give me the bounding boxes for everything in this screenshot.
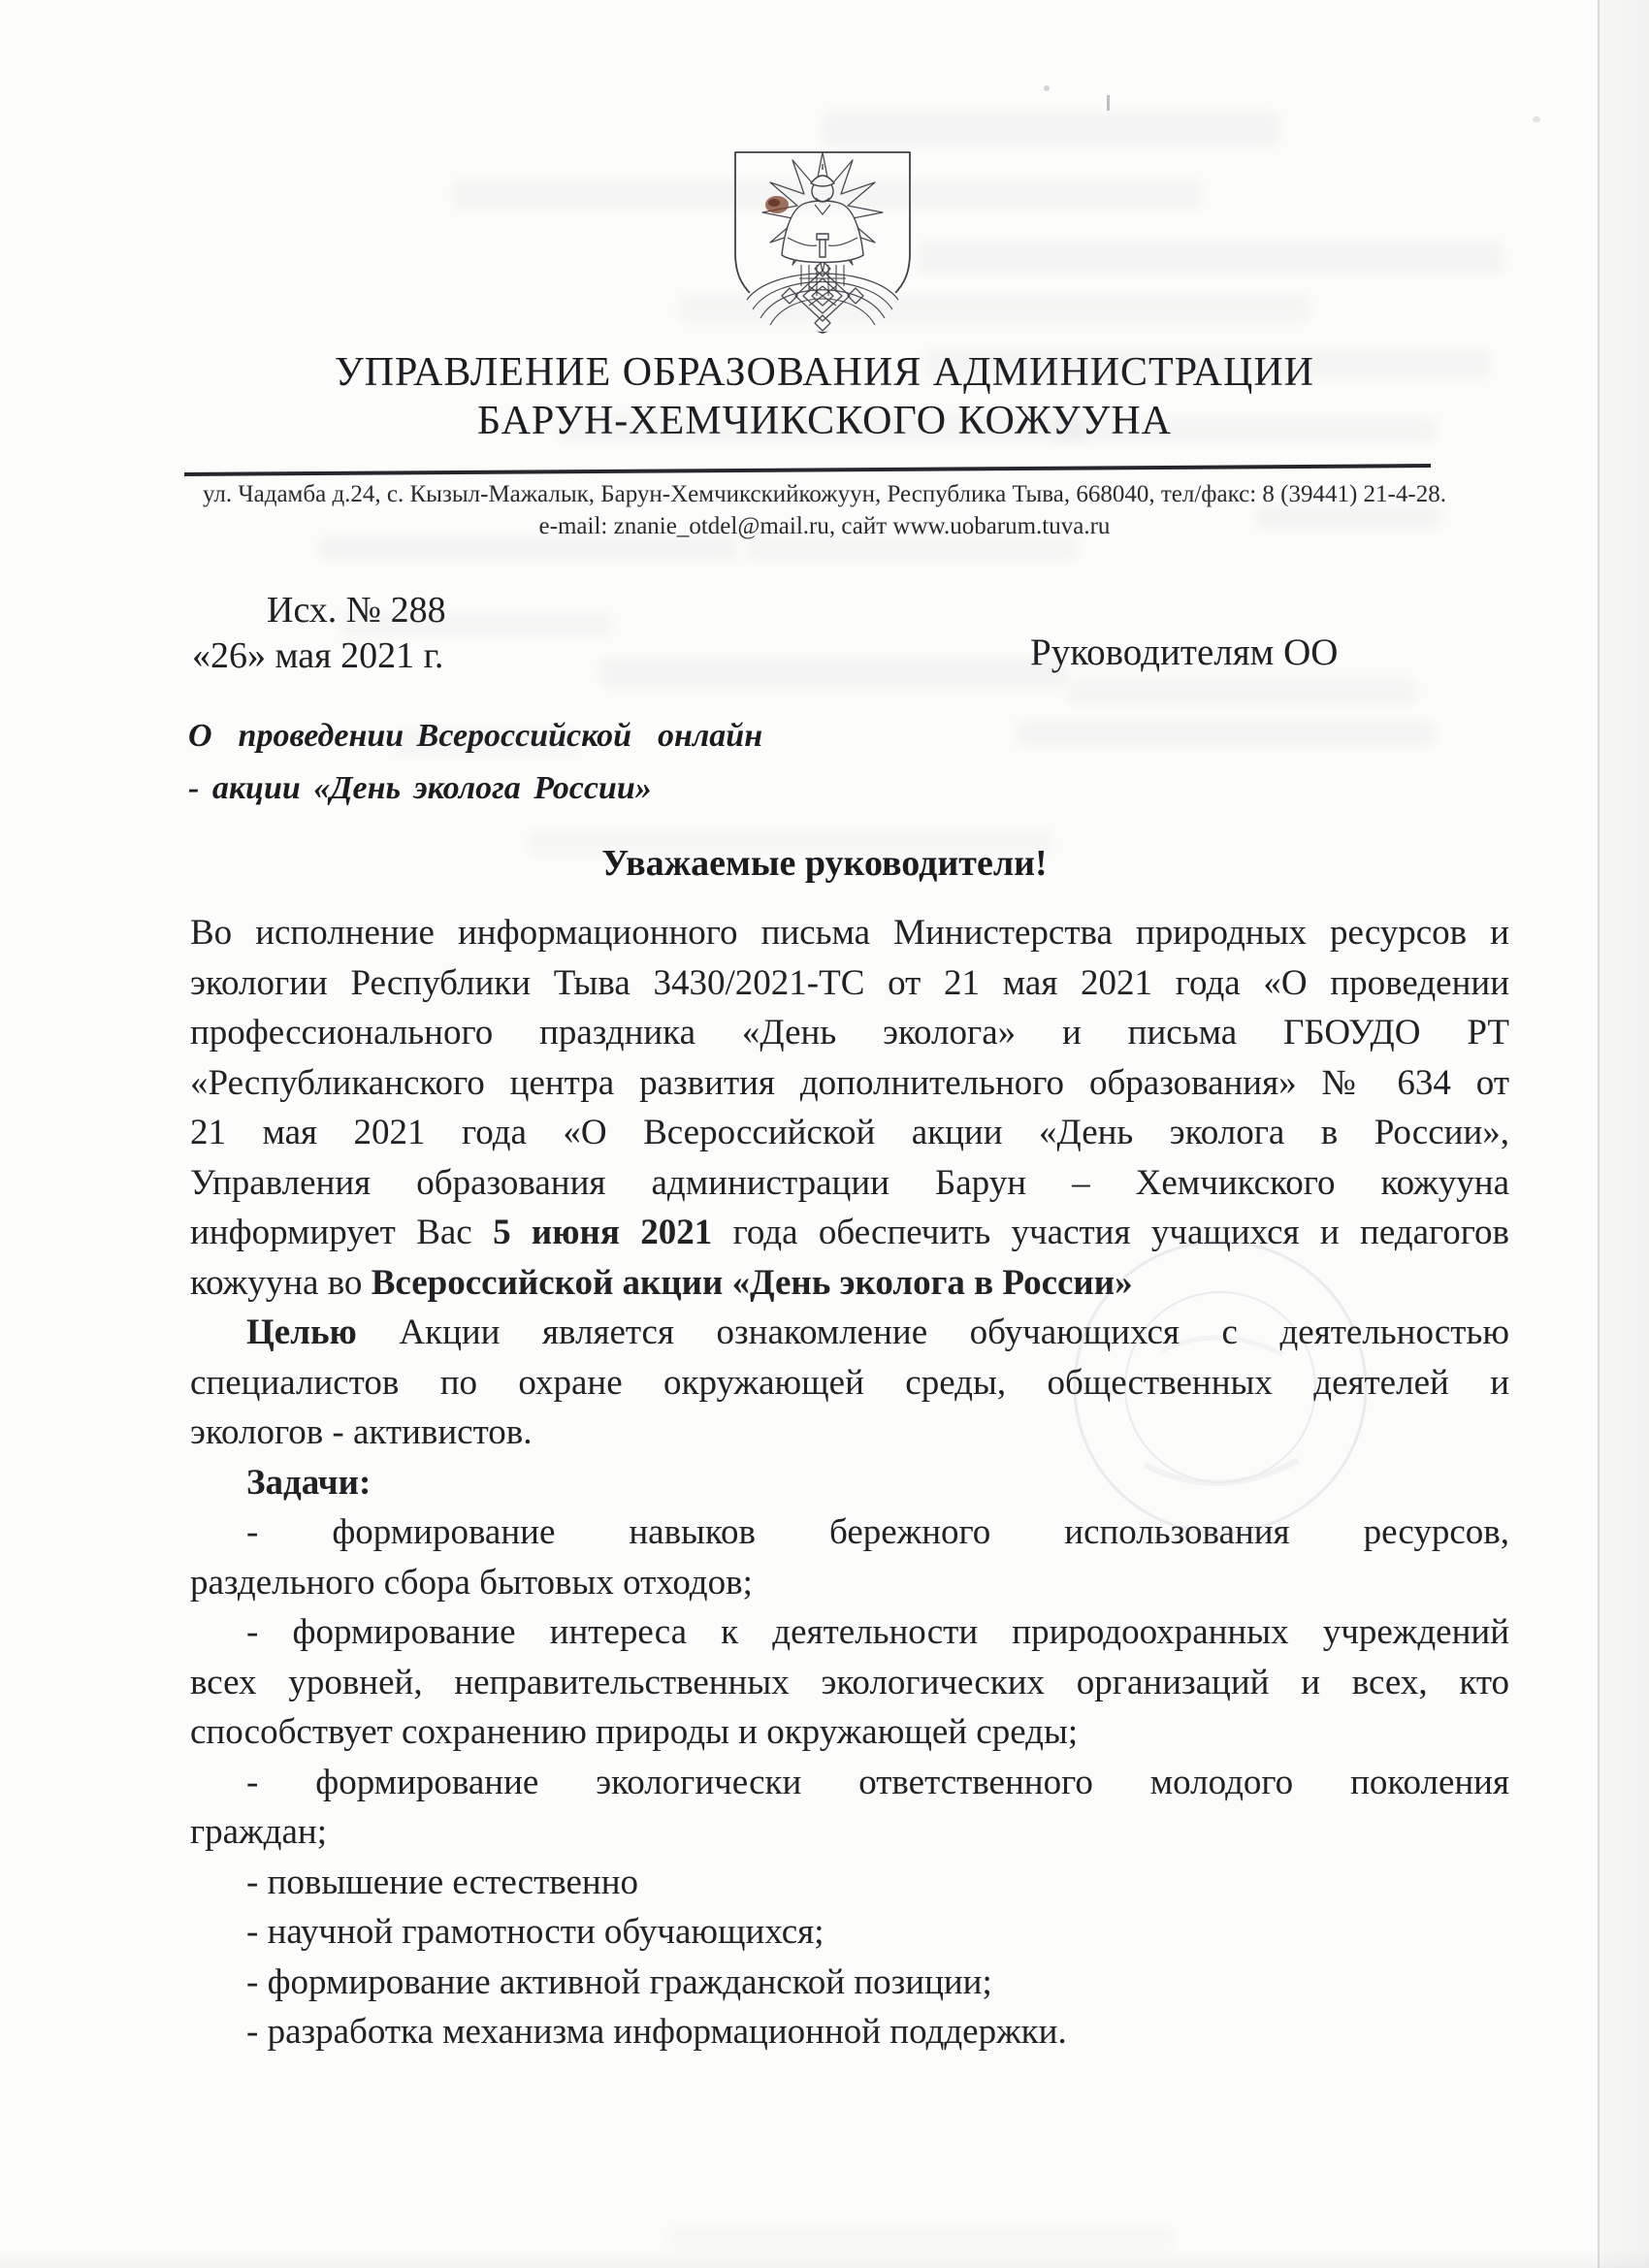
body-text-segment: - формирование экологически ответственного молодого поколения xyxy=(246,1762,1509,1802)
subject-line2: - акции «День эколога России» xyxy=(188,770,652,806)
body-line xyxy=(190,1358,1509,1409)
bleedthrough-smudge xyxy=(920,243,1502,274)
body-line xyxy=(190,1408,1509,1458)
body-line xyxy=(190,1607,1509,1658)
outgoing-number: Исх. № 288 xyxy=(267,590,446,631)
body-text-segment: граждан; xyxy=(190,1812,327,1852)
body-text-segment: кожууна во xyxy=(190,1262,372,1303)
body-line xyxy=(190,1807,1509,1858)
body-line xyxy=(190,958,1509,1009)
bleedthrough-smudge xyxy=(320,537,737,561)
dust-speck xyxy=(1044,85,1050,91)
salutation: Уважаемые руководители! xyxy=(601,843,1048,884)
body-text-segment: - повышение естественно xyxy=(246,1862,639,1902)
body-text-segment: - формирование интереса к деятельности природоохранных учреждений xyxy=(246,1612,1509,1652)
body-line xyxy=(190,1308,1509,1358)
bleedthrough-smudge xyxy=(669,2227,1174,2251)
body-line xyxy=(190,1208,1509,1258)
dust-speck xyxy=(1107,95,1110,111)
body-line xyxy=(190,1707,1509,1758)
body-text-segment: - формирование навыков бережного использования ресурсов, xyxy=(246,1512,1509,1552)
body-text-segment: «Республиканского центра развития дополнительного образования» № 634 от xyxy=(190,1062,1509,1103)
body-text-bold-segment: Задачи: xyxy=(246,1462,372,1503)
body-text-segment: экологов - активистов. xyxy=(190,1412,533,1452)
body-line xyxy=(190,1658,1509,1708)
body-text-segment: Во исполнение информационного письма Министерства природных ресурсов и xyxy=(190,913,1509,953)
body-line xyxy=(190,1507,1509,1558)
subject-line1: О проведении Всероссийской онлайн xyxy=(188,718,763,754)
body-line xyxy=(190,1158,1509,1209)
body-line xyxy=(190,1258,1509,1309)
scan-edge-shading xyxy=(1600,0,1649,2268)
body-line xyxy=(190,908,1509,958)
body-text-segment: - научной грамотности обучающихся; xyxy=(246,1912,824,1952)
coat-of-arms-icon xyxy=(726,145,920,339)
body-line xyxy=(190,1458,1509,1508)
letter-date: «26» мая 2021 г. xyxy=(192,635,444,676)
dust-speck xyxy=(1533,116,1540,122)
org-name-line1: УПРАВЛЕНИЕ ОБРАЗОВАНИЯ АДМИНИСТРАЦИИ xyxy=(334,350,1315,395)
body-text-segment: 21 мая 2021 года «О Всероссийской акции «День эколога в России», xyxy=(190,1113,1509,1152)
body-text-segment: экологии Республики Тыва 3430/2021-ТС от 21 мая 2021 года «О проведении xyxy=(190,962,1509,1003)
body-line xyxy=(190,2007,1509,2057)
body-text-bold-segment: Целью xyxy=(246,1312,357,1352)
body-line xyxy=(190,1758,1509,1808)
body-text-segment: Управления образования администрации Барун – Хемчикского кожууна xyxy=(190,1162,1509,1203)
body-text-segment: профессионального праздника «День эколога» и письма ГБОУДО РТ xyxy=(190,1013,1509,1053)
body-text-segment: раздельного сбора бытовых отходов; xyxy=(190,1562,753,1603)
bleedthrough-smudge xyxy=(601,658,1067,687)
scan-edge-shading-bottom xyxy=(0,2249,1649,2268)
bleedthrough-smudge xyxy=(1067,679,1416,704)
letter-body xyxy=(190,908,1509,2057)
body-text-segment: способствует сохранению природы и окружающей среды; xyxy=(190,1712,1079,1752)
body-line xyxy=(190,1907,1509,1958)
body-line xyxy=(190,1858,1509,1908)
body-text-bold-segment: Всероссийской акции «День эколога в России» xyxy=(371,1262,1133,1303)
org-name-line2: БАРУН-ХЕМЧИКСКОГО КОЖУУНА xyxy=(477,399,1172,443)
body-line xyxy=(190,1108,1509,1158)
recipient: Руководителям ОО xyxy=(1030,632,1339,673)
bleedthrough-smudge xyxy=(823,113,1278,146)
body-line xyxy=(190,1008,1509,1058)
body-text-segment: - разработка механизма информационной поддержки. xyxy=(246,2012,1067,2052)
body-text-segment: Акции является ознакомление обучающихся с деятельностью xyxy=(356,1312,1509,1352)
body-text-segment: информирует Вас xyxy=(190,1213,494,1252)
bleedthrough-smudge xyxy=(1017,720,1434,747)
body-text-segment: - формирование активной гражданской позиции; xyxy=(246,1961,992,2002)
org-address-line: ул. Чадамба д.24, с. Кызыл-Мажалык, Барун-Хемчикскийкожуун, Республика Тыва, 668040, тел/факс: 8 (39441) 21-4-28. xyxy=(203,481,1446,507)
body-text-segment: года обеспечить участия учащихся и педагогов xyxy=(712,1213,1510,1252)
letterhead-rule xyxy=(184,464,1431,476)
body-line xyxy=(190,1558,1509,1608)
body-text-segment: всех уровней, неправительственных экологических организаций и всех, кто xyxy=(190,1662,1509,1702)
body-text-segment: специалистов по охране окружающей среды, общественных деятелей и xyxy=(190,1362,1509,1403)
org-contacts-line: e-mail: znanie_otdel@mail.ru, сайт www.uobarum.tuva.ru xyxy=(538,513,1111,539)
body-line xyxy=(190,1958,1509,2008)
body-text-bold-segment: 5 июня 2021 xyxy=(493,1213,713,1252)
bleedthrough-smudge xyxy=(747,537,1077,561)
body-line xyxy=(190,1058,1509,1109)
